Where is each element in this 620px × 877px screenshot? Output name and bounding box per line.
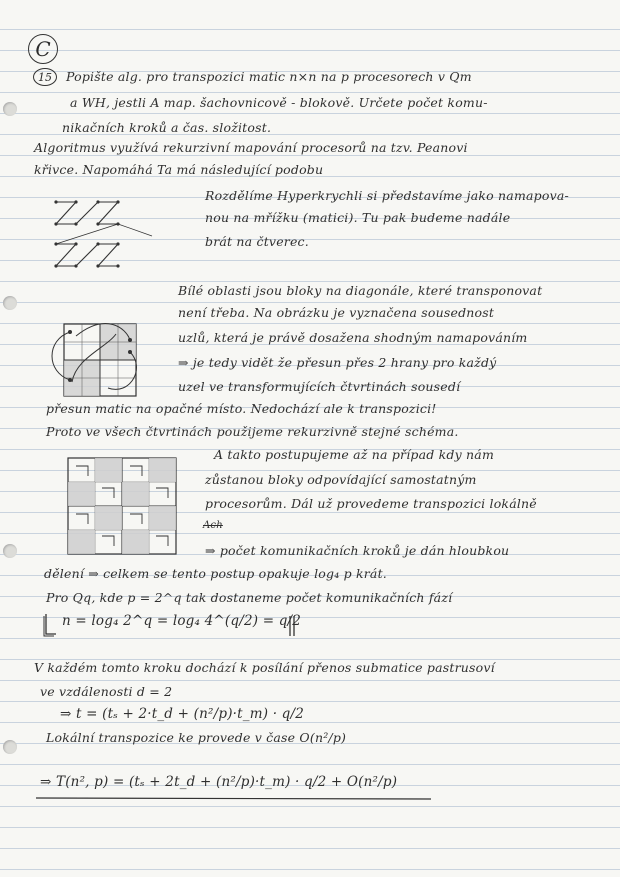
punch-hole bbox=[3, 544, 17, 558]
recursive-block-diagram bbox=[68, 458, 178, 558]
block-text-5: uzel ve transformujících čtvrtinách sousedí bbox=[178, 379, 461, 394]
step-line-1: V každém tomto kroku dochází k posílání přenos submatice pastrusoví bbox=[34, 660, 495, 675]
block-text-4: ⇒ je tedy vidět že přesun přes 2 hrany pro každý bbox=[178, 355, 497, 370]
recursion-line-2: zůstanou bloky odpovídající samostatným bbox=[205, 472, 477, 487]
answer-line-2: křivce. Napomáhá Ta má následující podobu bbox=[34, 162, 324, 177]
block-text-2: není třeba. Na obrázku je vyznačena sousednost bbox=[178, 305, 495, 320]
comm-line-3: Pro Qq, kde p = 2^q tak dostaneme počet komunikačních fází bbox=[46, 590, 453, 605]
local-transpose-line: Lokální transpozice ke provede v čase O(n²/p) bbox=[46, 730, 347, 745]
punch-hole bbox=[3, 102, 17, 116]
recursion-line-3: procesorům. Dál už provedeme transpozici lokálně bbox=[205, 496, 537, 511]
answer-line-1: Algoritmus využívá rekurzivní mapování procesorů na tzv. Peanovi bbox=[34, 140, 468, 155]
punch-hole bbox=[3, 740, 17, 754]
result-formula: n = log₄ 2^q = log₄ 4^(q/2) = q/2 bbox=[62, 613, 302, 629]
recursion-strikeout: Ach bbox=[203, 520, 223, 531]
comm-line-2: dělení ⇒ celkem se tento postup opakuje log₄ p krát. bbox=[44, 566, 387, 581]
transpose-block-diagram bbox=[46, 318, 146, 398]
question-number: 15 bbox=[33, 68, 57, 86]
peano-curve-diagram bbox=[52, 196, 172, 272]
recursion-line-1: A takto postupujeme až na případ kdy nám bbox=[214, 447, 494, 462]
question-line-2: a WH, jestli A map. šachovnicově - blokově. Určete počet komu- bbox=[70, 95, 488, 110]
hypercube-line-2: nou na mřížku (matici). Tu pak budeme nadále bbox=[205, 210, 511, 225]
final-underline bbox=[36, 796, 436, 802]
question-line-1: Popište alg. pro transpozici matic n×n na p procesorech v Qm bbox=[66, 69, 472, 84]
section-mark: C bbox=[28, 34, 58, 64]
block-text-3: uzlů, která je právě dosažena shodným namapováním bbox=[178, 330, 528, 345]
hypercube-line-3: brát na čtverec. bbox=[205, 234, 309, 249]
question-line-3: nikačních kroků a čas. složitost. bbox=[62, 120, 272, 135]
comm-line-1: ⇒ počet komunikačních kroků je dán hloubkou bbox=[205, 543, 510, 558]
paragraph-line-2: Proto ve všech čtvrtinách použijeme rekurzivně stejné schéma. bbox=[46, 424, 459, 439]
paragraph-line-1: přesun matic na opačné místo. Nedochází ale k transpozici! bbox=[46, 401, 437, 416]
step-formula: ⇒ t = (tₛ + 2·t_d + (n²/p)·t_m) · q/2 bbox=[60, 706, 305, 722]
block-text-1: Bílé oblasti jsou bloky na diagonále, které transponovat bbox=[178, 283, 543, 298]
punch-hole bbox=[3, 296, 17, 310]
final-formula: ⇒ T(n², p) = (tₛ + 2t_d + (n²/p)·t_m) · q/2 + O(n²/p) bbox=[40, 774, 398, 790]
hypercube-line-1: Rozdělíme Hyperkrychli si představíme jako namapova- bbox=[205, 188, 569, 203]
step-line-2: ve vzdálenosti d = 2 bbox=[40, 684, 173, 699]
